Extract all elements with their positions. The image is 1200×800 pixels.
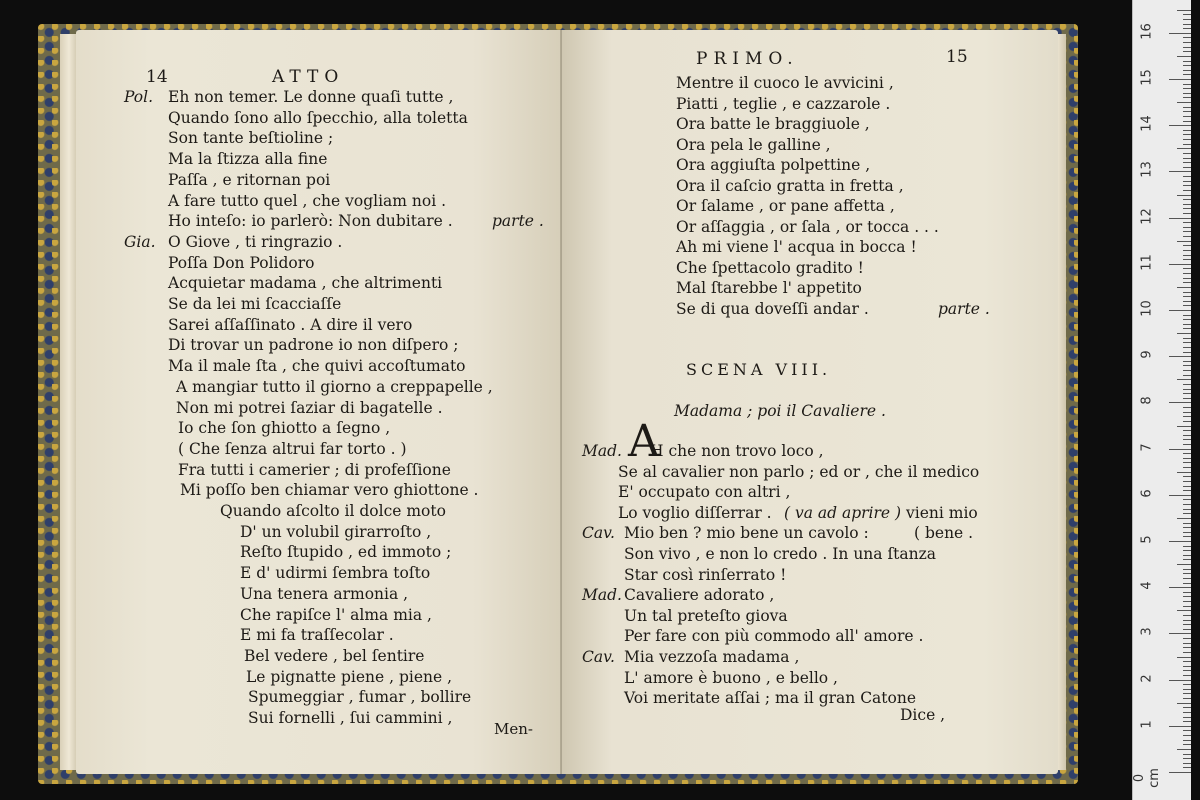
verse-line: D' un volubil girarroſto , [240,522,432,541]
verse-line: Ho inteſo: io parlerò: Non dubitare . [168,212,453,231]
ruler-tick [1183,559,1191,560]
verse-line: Se al cavalier non parlo ; ed or , che il medico [618,462,980,481]
ruler-tick [1183,670,1191,671]
ruler-tick [1169,587,1191,588]
page-number-right: 15 [946,47,968,67]
ruler-tick [1183,144,1191,145]
ruler-tick [1169,541,1191,542]
ruler-tick [1183,158,1191,159]
ruler-tick [1183,513,1191,514]
ruler-tick [1169,726,1191,727]
ruler-tick [1183,462,1191,463]
speaker-label: Cav. [582,648,615,666]
ruler-tick [1183,421,1191,422]
ruler-tick [1183,19,1191,20]
ruler-tick [1183,596,1191,597]
ruler-tick [1183,393,1191,394]
ruler-tick [1183,458,1191,459]
ruler-tick [1183,620,1191,621]
verse-line: A fare tutto quel , che vogliam noi . [168,191,447,210]
verse-line: Se da lei mi ſcacciaſſe [168,295,342,313]
ruler-tick [1183,416,1191,417]
ruler-tick [1183,301,1191,302]
ruler-tick [1183,28,1191,29]
ruler-tick [1183,338,1191,339]
stage-direction: parte . [492,212,544,231]
ruler-tick [1183,24,1191,25]
ruler-tick [1183,754,1191,755]
ruler-tick [1177,10,1191,11]
ruler-tick [1183,352,1191,353]
verse-line: Sarei aſſaſſinato . A dire il vero [168,315,413,334]
verse-line: Paſſa , e ritornan poi [168,170,331,189]
ruler-tick [1169,680,1191,681]
ruler-tick [1183,47,1191,48]
ruler-tick [1183,758,1191,759]
ruler-tick [1183,661,1191,662]
ruler-tick [1183,167,1191,168]
ruler-tick [1183,199,1191,200]
ruler-tick [1183,439,1191,440]
ruler-tick [1183,735,1191,736]
ruler-tick [1183,550,1191,551]
verse-line: Le pignatte piene , piene , [246,667,453,686]
ruler-tick [1183,227,1191,228]
ruler-tick [1183,615,1191,616]
running-head-right: PRIMO. [696,49,799,69]
verse-line: E mi fa traſſecolar . [240,626,394,645]
ruler-tick [1183,744,1191,745]
ruler-tick [1177,195,1191,196]
ruler-tick [1183,523,1191,524]
verse-line: Ora batte le braggiuole , [676,115,870,133]
ruler-label: 15 [1139,69,1155,86]
verse-line: H che non trovo loco , [650,442,824,460]
ruler-tick [1183,121,1191,122]
ruler-tick [1183,490,1191,491]
ruler-tick [1169,633,1191,634]
ruler-tick [1183,259,1191,260]
verse-line: Or ſalame , or pane affetta , [676,197,895,215]
ruler-tick [1177,703,1191,704]
verse-line: Lo voglio diſſerrar . [618,503,772,522]
ruler-tick [1183,268,1191,269]
verse-line: Se di qua doveſſi andar . [676,299,869,318]
ruler-label: 14 [1139,115,1155,132]
verse-line: Fra tutti i camerier ; di profeſſione [178,460,451,479]
verse-line: Ora il caſcio gratta in fretta , [676,176,904,195]
ruler-tick [1177,657,1191,658]
ruler-tick [1183,652,1191,653]
verse-carry: ( bene . [914,524,974,543]
ruler-tick [1183,499,1191,500]
verse-line: Di trovar un padrone io non diſpero ; [168,336,459,355]
ruler-tick [1183,273,1191,274]
ruler-tick [1183,444,1191,445]
ruler-tick [1169,125,1191,126]
verse-line: Voi meritate aſſai ; ma il gran Catone [624,689,917,708]
verse-line: Ma il male ſta , che quivi accoſtumato [168,357,466,376]
ruler-tick [1183,569,1191,570]
ruler-tick [1183,693,1191,694]
running-head-left: ATTO [272,67,345,87]
ruler-tick [1169,33,1191,34]
verse-line: Ah mi viene l' acqua in bocca ! [676,238,917,256]
ruler-tick [1183,629,1191,630]
ruler-tick [1183,190,1191,191]
ruler-tick [1183,245,1191,246]
ruler-tick [1183,204,1191,205]
ruler-tick [1183,578,1191,579]
ruler-label: 4 [1139,581,1155,590]
ruler-tick [1183,481,1191,482]
ruler-tick [1183,93,1191,94]
ruler-tick [1183,153,1191,154]
ruler-tick [1183,176,1191,177]
ruler-tick [1169,402,1191,403]
ruler-tick [1183,70,1191,71]
verse-line: Ma la ſtizza alla fine [168,150,328,169]
ruler-tick [1183,509,1191,510]
verse-line: Quando aſcolto il dolce moto [220,502,446,520]
ruler-tick [1183,412,1191,413]
ruler-tick [1183,647,1191,648]
verse-line: Mio ben ? mio bene un cavolo : [624,524,869,543]
ruler-tick [1183,88,1191,89]
ruler-tick [1177,564,1191,565]
ruler-tick [1183,467,1191,468]
ruler-tick [1183,255,1191,256]
verse-line: Mia vezzoſa madama , [624,648,800,666]
ruler-tick [1183,14,1191,15]
catchword-left: Men- [494,720,533,738]
verse-line: Or aſſaggia , or ſala , or tocca . . . [676,217,939,236]
ruler-tick [1183,292,1191,293]
page-number-left: 14 [146,67,168,87]
measuring-ruler [1132,0,1191,800]
ruler-tick [1183,213,1191,214]
ruler-tick [1183,74,1191,75]
verse-line: Son vivo , e non lo credo . In una ſtanza [624,545,937,563]
ruler-tick [1183,712,1191,713]
scene-subtitle: Madama ; poi il Cavaliere . [674,402,886,420]
ruler-tick [1183,231,1191,232]
ruler-tick [1183,278,1191,279]
ruler-tick [1183,282,1191,283]
speaker-label: Cav. [582,524,615,543]
verse-line: O Giove , ti ringrazio . [168,232,343,251]
verse-line: Mal ſtarebbe l' appetito [676,279,862,297]
ruler-tick [1183,592,1191,593]
verse-line: Mentre il cuoco le avvicini , [676,74,894,92]
speaker-label: Mad. [582,442,622,460]
verse-line: Un tal preteſto giova [624,606,788,625]
verse-line: Io che ſon ghiotto a ſegno , [178,419,391,438]
ruler-tick [1183,767,1191,768]
ruler-tick [1177,102,1191,103]
ruler-tick [1177,472,1191,473]
ruler-tick [1183,721,1191,722]
ruler-tick [1169,356,1191,357]
ruler-tick [1183,666,1191,667]
verse-line: vieni mio [906,503,978,522]
ruler-tick [1183,583,1191,584]
ruler-tick [1177,610,1191,611]
speaker-label: Pol. [124,88,154,106]
ruler-label: 12 [1139,207,1155,225]
ruler-tick [1183,389,1191,390]
ruler-tick [1169,449,1191,450]
ruler-tick [1183,181,1191,182]
verse-line: E d' udirmi ſembra toſto [240,564,431,583]
ruler-label: 11 [1139,254,1155,271]
ruler-tick [1183,130,1191,131]
ruler-tick [1177,518,1191,519]
ruler-tick [1183,504,1191,505]
ruler-label: 9 [1139,350,1155,359]
ruler-tick [1183,324,1191,325]
ruler-tick [1183,107,1191,108]
ruler-tick [1183,370,1191,371]
ruler-tick [1183,222,1191,223]
ruler-tick [1177,749,1191,750]
ruler-tick [1183,236,1191,237]
verse-line: Quando ſono allo ſpecchio, alla toletta [168,108,468,127]
ruler-tick [1169,310,1191,311]
ruler-tick [1183,398,1191,399]
stage-direction: ( va ad aprire ) [784,503,902,522]
ruler-tick [1183,453,1191,454]
ruler-tick [1183,111,1191,112]
verse-line: Una tenera armonia , [240,584,409,603]
verse-line: Bel vedere , bel ſentire [244,646,425,665]
verse-line: Ora aggiuſta polpettine , [676,156,871,174]
ruler-label: 0 cm [1132,768,1162,788]
verse-line: Non mi potrei ſaziar di bagatelle . [176,398,443,417]
ruler-tick [1183,763,1191,764]
speaker-label: Mad. [582,586,622,605]
ruler-tick [1183,347,1191,348]
ruler-tick [1169,264,1191,265]
verse-line: Sui fornelli , ſui cammini , [248,709,453,727]
verse-line: Cavaliere adorato , [624,586,775,605]
verse-line: Eh non temer. Le donne quaſi tutte , [168,88,454,106]
ruler-tick [1183,185,1191,186]
verse-line: Ora pela le galline , [676,135,831,154]
ruler-tick [1183,698,1191,699]
ruler-tick [1183,42,1191,43]
ruler-tick [1183,305,1191,306]
left-page [76,30,572,774]
ruler-tick [1183,707,1191,708]
ruler-label: 2 [1139,673,1155,683]
ruler-label: 5 [1139,535,1155,544]
ruler-tick [1183,675,1191,676]
ruler-label: 6 [1139,489,1155,498]
speaker-label: Gia. [124,232,156,251]
ruler-tick [1177,148,1191,149]
ruler-tick [1183,319,1191,320]
ruler-tick [1183,384,1191,385]
verse-line: Per fare con più commodo all' amore . [624,627,924,646]
ruler-tick [1183,435,1191,436]
ruler-tick [1183,65,1191,66]
ruler-tick [1183,532,1191,533]
verse-line: Piatti , teglie , e cazzarole . [676,94,891,113]
ruler-tick [1183,139,1191,140]
ruler-tick [1183,730,1191,731]
ruler-tick [1177,56,1191,57]
ruler-tick [1183,430,1191,431]
ruler-tick [1183,375,1191,376]
verse-line: Star così rinſerrato ! [624,565,787,584]
ruler-label: 10 [1139,300,1155,317]
ruler-tick [1183,601,1191,602]
ruler-tick [1183,684,1191,685]
ruler-tick [1183,546,1191,547]
ruler-label: 16 [1139,23,1155,40]
ruler-tick [1183,134,1191,135]
ruler-tick [1183,208,1191,209]
ruler-tick [1183,250,1191,251]
verse-line: Reſto ſtupido , ed immoto ; [240,543,452,562]
ruler-tick [1183,624,1191,625]
verse-line: E' occupato con altri , [618,483,791,502]
ruler-tick [1183,740,1191,741]
ruler-tick [1183,643,1191,644]
catchword-right: Dice , [900,706,946,724]
ruler-tick [1183,84,1191,85]
ruler-tick [1169,218,1191,219]
ruler-tick [1183,328,1191,329]
right-page [562,30,1058,774]
ruler-tick [1183,407,1191,408]
ruler-tick [1183,61,1191,62]
ruler-tick [1183,37,1191,38]
verse-line: Son tante beſtioline ; [168,129,334,148]
ruler-label: 1 [1139,720,1155,729]
ruler-tick [1183,361,1191,362]
ruler-tick [1177,426,1191,427]
ruler-label: 7 [1139,442,1155,452]
ruler-tick [1169,171,1191,172]
ruler-tick [1183,116,1191,117]
ruler-tick [1177,379,1191,380]
ruler-tick [1169,772,1191,773]
ruler-label: 3 [1139,627,1155,637]
verse-line: Acquietar madama , che altrimenti [168,274,443,293]
ruler-tick [1177,333,1191,334]
verse-line: Poſſa Don Polidoro [168,253,315,272]
ruler-label: 8 [1139,396,1155,406]
ruler-tick [1183,536,1191,537]
ruler-tick [1183,365,1191,366]
verse-line: A mangiar tutto il giorno a creppapelle , [176,377,493,396]
verse-line: Che rapiſce l' alma mia , [240,605,432,624]
ruler-tick [1183,606,1191,607]
ruler-tick [1183,689,1191,690]
drop-initial: A [628,416,660,467]
ruler-tick [1183,486,1191,487]
ruler-tick [1183,296,1191,297]
verse-line: L' amore è buono , e bello , [624,668,838,687]
stage-direction: parte . [938,299,990,318]
verse-line: Mi poſſo ben chiamar vero ghiottone . [180,481,479,500]
ruler-label: 13 [1139,161,1155,179]
verse-line: Che ſpettacolo gradito ! [676,258,864,277]
verse-line: Spumeggiar , fumar , bollire [248,688,472,707]
ruler-tick [1183,555,1191,556]
ruler-tick [1183,342,1191,343]
ruler-tick [1183,97,1191,98]
ruler-tick [1183,717,1191,718]
ruler-tick [1183,573,1191,574]
ruler-tick [1183,315,1191,316]
ruler-tick [1183,476,1191,477]
scene-title: SCENA VIII. [686,360,832,379]
ruler-tick [1183,527,1191,528]
ruler-tick [1169,495,1191,496]
ruler-tick [1177,287,1191,288]
ruler-tick [1177,241,1191,242]
ruler-tick [1169,79,1191,80]
verse-line: ( Che ſenza altrui far torto . ) [178,439,407,458]
ruler-tick [1183,638,1191,639]
ruler-tick [1183,51,1191,52]
ruler-tick [1183,162,1191,163]
